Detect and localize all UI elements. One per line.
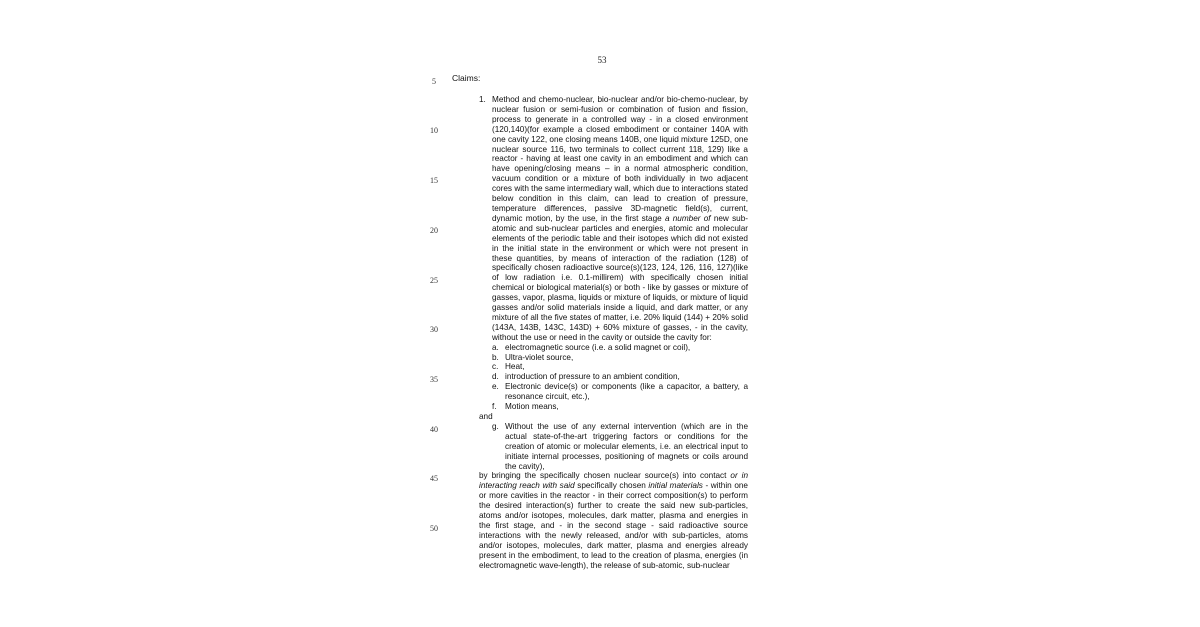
list-letter: f. (492, 402, 497, 412)
list-letter: c. (492, 362, 499, 372)
list-letter: b. (492, 352, 499, 362)
list-text: Without the use of any external intervention (which are in the actual state-of-the-art triggering factors or conditions for the creation of atomic or molecular elements, i.e. an electrical input to initiate internal processes, positioning of magnets or coils around the cavity), (505, 421, 748, 471)
list-text: Heat, (505, 362, 525, 372)
line-number: 10 (430, 126, 438, 135)
line-number: 20 (430, 226, 438, 235)
line-number: 50 (430, 524, 438, 533)
condition-list-g (479, 422, 748, 472)
list-item (492, 343, 748, 353)
claim-text: Method and chemo-nuclear, bio-nuclear and/or bio-chemo-nuclear, by nuclear fusion or semi-fusion or combination of fusion and fission, process to generate in a controlled way - in a closed environment (120,140)(for example a closed embodiment or container 140A with one cavity 122, one closing means 140B, one liquid mixture 125D, one nuclear source 116, two terminals to collect current 118, 129) like a reactor - having at least one cavity in an embodiment and which can have opening/closing means – in a normal atmospheric condition, vacuum condition or a mixture of both individually in two adjacent cores with the same intermediary wall, which due to interactions stated below condition in this claim, can lead to creation of pressure, temperature differences, passive 3D-magnetic field(s), current, dynamic motion, by the use, in the first stage (492, 95, 748, 223)
list-text: Motion means, (505, 402, 559, 412)
line-number: 5 (432, 77, 436, 86)
claim-text: new sub-atomic and sub-nuclear particles and energies, atomic and molecular elements of the periodic table and their isotopes which did not existed in the initial state in the environment or which were not present in these quantities, by means of interaction of the radiation (128) of specifically chosen radioactive source(s)(123, 124, 126, 116, 127)(like of low radiation i.e. 0.1-millirem) with specifically chosen initial chemical or biological material(s) or both - like by gasses or mixture of gasses, vapor, plasma, liquids or mixture of liquids, or mixture of liquid gasses and/or solid materials inside a liquid, and dark matter, or any mixture of all the five states of matter, i.e. 20% liquid (144) + 20% solid (143A, 143B, 143C, 143D) + 60% mixture of gasses, - in the cavity, without the use or need in the cavity or outside the cavity for: (492, 213, 749, 342)
conjunction-and: and (479, 412, 493, 421)
list-text: Electronic device(s) or components (like a capacitor, a battery, a resonance circuit, etc.), (505, 382, 748, 402)
list-text: electromagnetic source (i.e. a solid magnet or coil), (505, 342, 691, 352)
list-letter: e. (492, 382, 499, 392)
line-number: 15 (430, 176, 438, 185)
list-item (492, 382, 748, 402)
list-item (492, 422, 748, 472)
claim-text: - within one or more cavities in the reactor - in their correct composition(s) to perform the desired interaction(s) further to create the said new sub-particles, atoms and/or isotopes, molecules, dark matter, plasma and energies in the first stage, and - in the second stage - said radioactive source interactions with the newly released, and/or with sub-particles, atoms and/or isotopes, molecules, dark matter, plasma and energies already present in the embodiment, to lead to the creation of plasma, energies (in electromagnetic wave-length), the release of sub-atomic, sub-nuclear (479, 481, 748, 570)
list-item (492, 353, 748, 363)
list-letter: g. (492, 421, 499, 431)
list-item (492, 372, 748, 382)
list-item (492, 402, 748, 412)
line-number: 35 (430, 375, 438, 384)
claim-text: by bringing the specifically chosen nuclear source(s) into contact (479, 471, 727, 481)
page-number: 53 (597, 55, 607, 65)
line-number: 25 (430, 276, 438, 285)
list-letter: d. (492, 372, 499, 382)
line-number: 45 (430, 474, 438, 483)
claim-text-italic: a number of (664, 213, 711, 223)
line-number: 40 (430, 425, 438, 434)
condition-list (479, 343, 748, 412)
list-text: Ultra-violet source, (505, 352, 574, 362)
claim-text-italic: or in interacting reach with said (479, 471, 749, 491)
list-letter: a. (492, 342, 499, 352)
claim-text: specifically chosen (577, 481, 646, 491)
list-item (492, 362, 748, 372)
list-text: introduction of pressure to an ambient condition, (505, 372, 680, 382)
claim-number: 1. (479, 95, 486, 104)
claims-body (479, 95, 748, 571)
claim-text-italic: initial materials (648, 481, 703, 491)
claim-1 (479, 95, 748, 343)
claims-heading: Claims: (452, 73, 481, 83)
line-number: 30 (430, 325, 438, 334)
claim-continuation (479, 471, 748, 570)
